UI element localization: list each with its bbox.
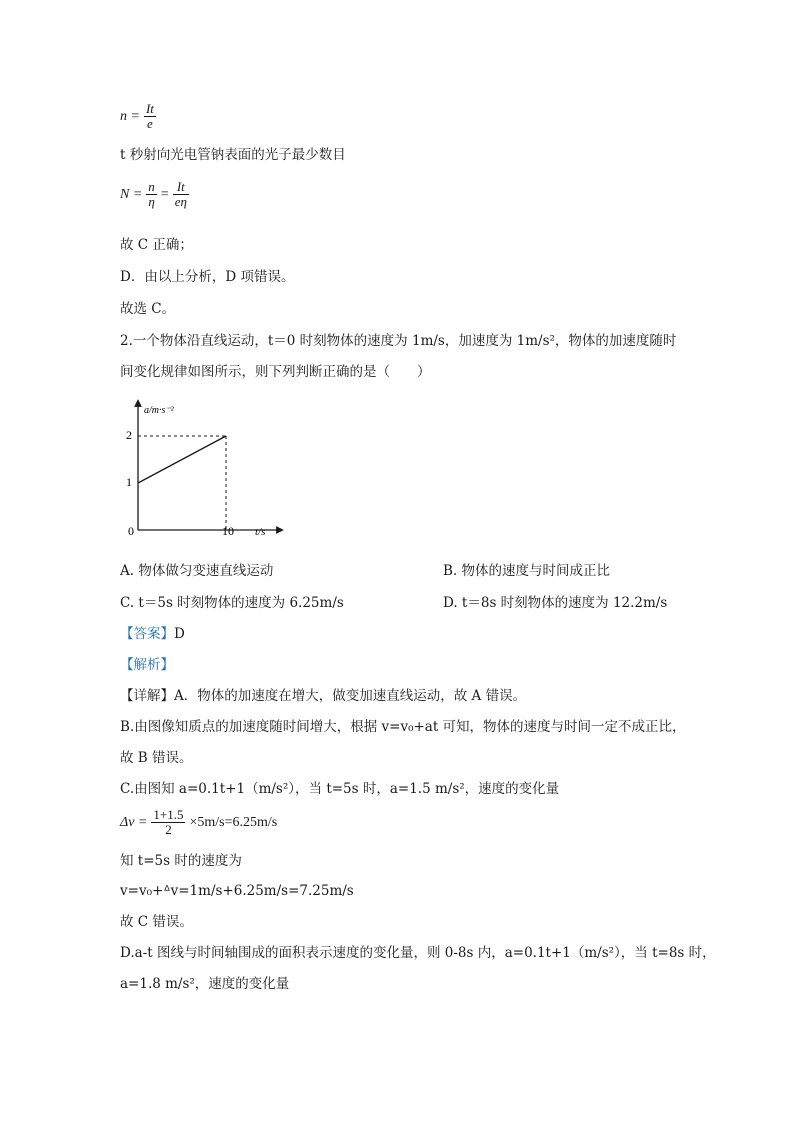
detail-line: C.由图知 a=0.1t+1（m/s²），当 t=5s 时，a=1.5 m/s²，速度的变化量: [120, 781, 560, 797]
x-axis-label: t/s: [255, 526, 266, 538]
fraction: [144, 102, 156, 131]
equation-N: [120, 180, 189, 209]
x-tick-label: 10: [222, 524, 234, 538]
detail-line: 故 B 错误。: [120, 750, 193, 766]
fraction: [146, 180, 157, 209]
detail-line: 【详解】A．物体的加速度在增大，做变加速直线运动，故 A 错误。: [120, 688, 527, 704]
fraction-numerator: n: [148, 179, 155, 194]
equation-delta-v: [120, 808, 277, 837]
option-B: B. 物体的速度与时间成正比: [443, 563, 611, 579]
fraction-denominator: 2: [165, 822, 172, 837]
option-D: D. t＝8s 时刻物体的速度为 12.2m/s: [443, 595, 668, 611]
fraction-denominator: eη: [174, 194, 187, 209]
question-text: 间变化规律如图所示，则下列判断正确的是（ ）: [120, 364, 431, 380]
y-tick-label: 2: [126, 427, 132, 442]
equation-n: [120, 102, 156, 131]
fraction-numerator: It: [173, 180, 189, 195]
option-A: A. 物体做匀变速直线运动: [120, 563, 274, 579]
answer-value: D: [174, 626, 185, 642]
fraction: [173, 180, 189, 209]
answer-line: [120, 625, 185, 643]
detail-line: B.由图像知质点的加速度随时间增大，根据 v=v₀+at 可知，物体的速度与时间一定不成正比，: [120, 719, 686, 735]
text-line: 故 C 正确；: [120, 237, 193, 253]
detail-line: a=1.8 m/s²，速度的变化量: [120, 976, 290, 992]
equation-lhs: N =: [120, 186, 143, 202]
equation-lhs: Δv =: [120, 814, 148, 830]
detail-line: D.a-t 图线与时间轴围成的面积表示速度的变化量，则 0-8s 内，a=0.1t+1（m/s²），当 t=8s 时，: [120, 945, 716, 961]
fraction: [151, 808, 185, 837]
series-line: [138, 436, 226, 483]
y-tick-label: 1: [126, 474, 132, 489]
detail-line: 知 t=5s 时的速度为: [120, 853, 242, 869]
answer-tag: 【答案】: [120, 626, 174, 642]
origin-label: 0: [128, 524, 134, 538]
fraction-denominator: e: [147, 116, 153, 131]
detail-line: v=v₀+ᐞv=1m/s+6.25m/s=7.25m/s: [120, 883, 354, 899]
fraction-denominator: η: [148, 194, 155, 209]
fraction-numerator: It: [145, 101, 154, 116]
analysis-tag: 【解析】: [120, 657, 174, 673]
equation-lhs: n =: [120, 108, 140, 124]
text-line: t 秒射向光电管钠表面的光子最少数目: [120, 147, 346, 163]
fraction-numerator: 1+1.5: [153, 807, 184, 822]
detail-line: 故 C 错误。: [120, 914, 193, 930]
text-line: D．由以上分析，D 项错误。: [120, 269, 295, 285]
equals-sign: =: [160, 186, 169, 202]
question-text: 2.一个物体沿直线运动，t＝0 时刻物体的速度为 1m/s，加速度为 1m/s²，物体的加速度随时: [120, 333, 677, 349]
equation-rhs: ×5m/s=6.25m/s: [189, 814, 278, 830]
y-axis-label: a/m·s⁻²: [144, 405, 174, 416]
text-line: 故选 C。: [120, 301, 176, 317]
acceleration-time-chart: [115, 398, 295, 548]
option-C: C. t＝5s 时刻物体的速度为 6.25m/s: [120, 595, 344, 611]
